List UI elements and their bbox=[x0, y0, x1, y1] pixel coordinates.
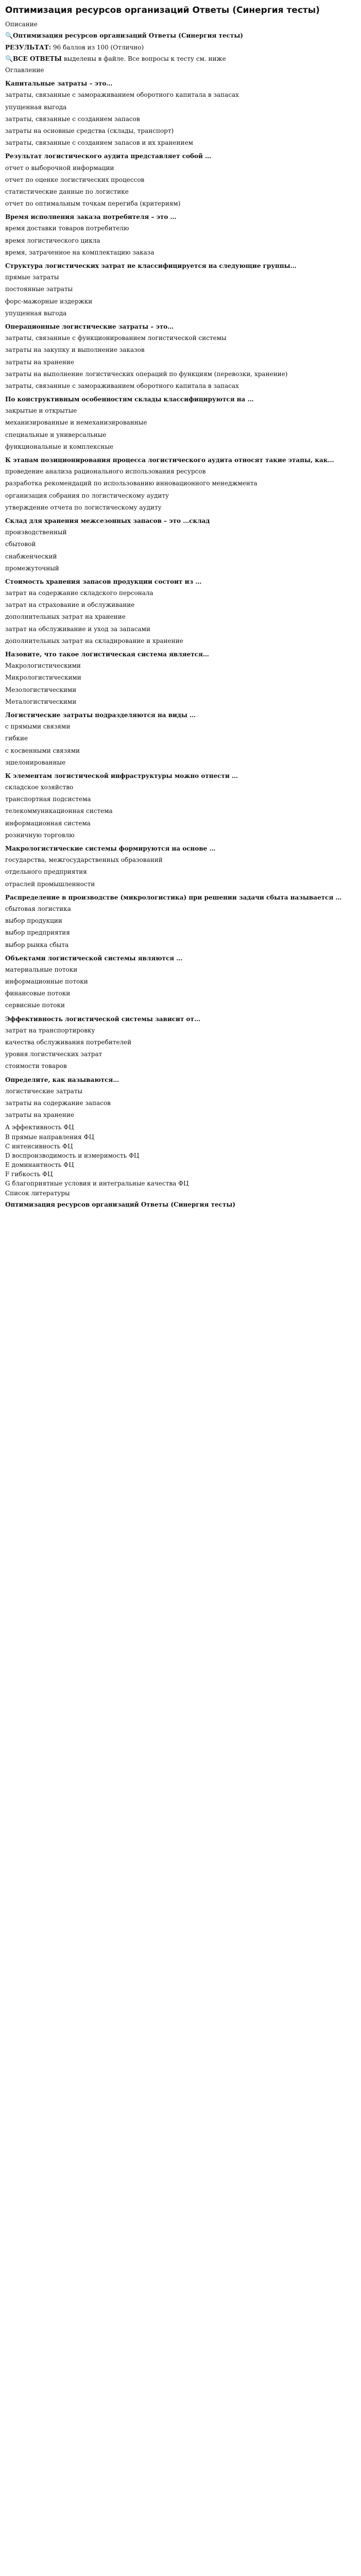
question-heading: Распределение в производстве (микрологистика) при решении задачи сбыта называется … bbox=[5, 893, 342, 901]
question-heading: Объектами логистической системы являются … bbox=[5, 954, 183, 962]
question-heading: Определите, как называются… bbox=[5, 1076, 119, 1083]
answer-option: транспортная подсистема bbox=[5, 795, 91, 803]
question-heading: Логистические затраты подразделяются на виды … bbox=[5, 711, 196, 719]
question-heading: Время исполнения заказа потребителя – это … bbox=[5, 213, 177, 221]
answer-option: выбор продукции bbox=[5, 917, 62, 925]
answer-option: уровня логистических затрат bbox=[5, 1050, 102, 1058]
answer-option: упущенная выгода bbox=[5, 309, 67, 317]
answer-option: с косвенными связями bbox=[5, 747, 80, 754]
answer-option: отчет о выборочной информации bbox=[5, 164, 114, 172]
answer-option: механизированные и немеханизированные bbox=[5, 419, 147, 427]
answer-option: телекоммуникационная система bbox=[5, 807, 113, 815]
answer-option: логистические затраты bbox=[5, 1087, 83, 1095]
question-heading: Результат логистического аудита представляет собой … bbox=[5, 152, 212, 160]
answer-option: форс-мажорные издержки bbox=[5, 297, 93, 305]
answer-option: затраты, связанные с функционированием логистической системы bbox=[5, 334, 227, 342]
question-heading: Структура логистических затрат не классифицируется на следующие группы… bbox=[5, 262, 297, 269]
answer-option: стоимости товаров bbox=[5, 1062, 67, 1070]
answer-option: информационная система bbox=[5, 819, 91, 827]
answer-option: отчет по оценке логистических процессов bbox=[5, 176, 145, 183]
answer-option: эшелонированные bbox=[5, 758, 66, 766]
letter-item: G благоприятные условия и интегральные качества ФЦ bbox=[5, 1180, 189, 1188]
answer-option: затраты на основные средства (склады, транспорт) bbox=[5, 127, 174, 134]
answer-option: затраты на закупку и выполнение заказов bbox=[5, 346, 145, 354]
answer-option: время, затраченное на комплектацию заказа bbox=[5, 248, 154, 256]
answer-option: с прямыми связями bbox=[5, 723, 71, 731]
answer-option: прямые затраты bbox=[5, 274, 59, 281]
letter-item: F гибкость ФЦ bbox=[5, 1171, 53, 1178]
answer-option: разработка рекомендаций по использованию инновационного менеджмента bbox=[5, 480, 257, 487]
question-heading: Стоимость хранения запасов продукции состоит из … bbox=[5, 578, 202, 585]
answer-option: проведение анализа рационального использования ресурсов bbox=[5, 468, 206, 476]
page-title: Оптимизация ресурсов организаций Ответы (Синергия тесты) bbox=[5, 5, 320, 15]
letter-item: А эффективность ФЦ bbox=[5, 1124, 74, 1131]
letter-item: E доминантность ФЦ bbox=[5, 1161, 74, 1169]
answer-option: материальные потоки bbox=[5, 965, 78, 973]
answer-option: информационные потоки bbox=[5, 978, 88, 986]
answer-option: затрат на обслуживание и уход за запасами bbox=[5, 625, 150, 633]
answer-option: сбытовой bbox=[5, 540, 36, 548]
answer-option: организация собрания по логистическому аудиту bbox=[5, 492, 169, 499]
meta-answers-line bbox=[5, 55, 356, 63]
references-label: Список литературы bbox=[5, 1189, 70, 1197]
answer-option: промежуточный bbox=[5, 564, 59, 572]
meta-result-value: 96 баллов из 100 (Отлично) bbox=[51, 43, 144, 51]
meta-result-line bbox=[5, 43, 356, 52]
answer-option: затрат на страхование и обслуживание bbox=[5, 601, 135, 609]
footer-section bbox=[5, 1123, 356, 1209]
meta-title-text: 🔍Оптимизация ресурсов организаций Ответы (Синергия тесты) bbox=[5, 32, 244, 40]
answer-option: затраты на хранение bbox=[5, 1111, 74, 1119]
answer-option: выбор предприятия bbox=[5, 929, 70, 937]
question-heading: Операционные логистические затраты – это… bbox=[5, 323, 174, 330]
answer-option: затрат на содержание складского персонала bbox=[5, 589, 153, 597]
letter-item: С интенсивность ФЦ bbox=[5, 1142, 73, 1150]
answer-option: время логистического цикла bbox=[5, 236, 100, 244]
answer-option: складское хозяйство bbox=[5, 784, 74, 791]
answer-option: затраты, связанные с созданием запасов bbox=[5, 115, 140, 123]
question-heading: К этапам позиционирования процесса логистического аудита относят такие этапы, как… bbox=[5, 456, 334, 464]
question-heading: Эффективность логистической системы зависит от… bbox=[5, 1015, 200, 1023]
answer-option: время доставки товаров потребителю bbox=[5, 225, 129, 232]
answer-option: затраты на выполнение логистических операций по функциям (перевозки, хранение) bbox=[5, 370, 288, 378]
answer-option: утверждение отчета по логистическому аудиту bbox=[5, 503, 162, 511]
answer-option: отраслей промышленности bbox=[5, 880, 95, 888]
answer-option: качества обслуживания потребителей bbox=[5, 1039, 132, 1046]
letter-list bbox=[5, 1123, 356, 1188]
question-heading: По конструктивным особенностям склады классифицируются на … bbox=[5, 396, 254, 403]
meta-description-label: Описание bbox=[5, 21, 38, 28]
footer-title: Оптимизация ресурсов организаций Ответы (Синергия тесты) bbox=[5, 1200, 236, 1208]
answer-option: отчет по оптимальным точкам перегиба (критериям) bbox=[5, 200, 181, 208]
answer-option: производственный bbox=[5, 529, 67, 536]
answer-option: отдельного предприятия bbox=[5, 868, 87, 876]
answer-option: затраты на хранение bbox=[5, 358, 74, 366]
answer-option: специальные и универсальные bbox=[5, 431, 107, 438]
meta-toc-label: Оглавление bbox=[5, 66, 44, 74]
answer-option: гибкие bbox=[5, 735, 28, 742]
answer-option: затраты, связанные с созданием запасов и их хранением bbox=[5, 139, 193, 147]
meta-answers-text: выделены в файле. Все вопросы к тесту см. ниже bbox=[61, 55, 226, 62]
meta-answers-label: 🔍ВСЕ ОТВЕТЫ bbox=[5, 55, 62, 62]
answer-option: сбытовая логистика bbox=[5, 905, 71, 912]
meta-result-label: РЕЗУЛЬТАТ: bbox=[5, 43, 51, 51]
question-heading: Назовите, что такое логистическая система является… bbox=[5, 651, 209, 658]
question-heading: Капитальные затраты – это… bbox=[5, 80, 113, 88]
answer-option: затраты, связанные с замораживанием оборотного капитала в запасах bbox=[5, 382, 239, 389]
answer-option: выбор рынка сбыта bbox=[5, 941, 69, 948]
answer-option: Макрологистическими bbox=[5, 662, 81, 670]
answer-option: дополнительных затрат на складирование и хранение bbox=[5, 637, 183, 645]
answer-option: затраты на содержание запасов bbox=[5, 1099, 111, 1107]
answer-option: затрат на транспортировку bbox=[5, 1026, 95, 1034]
answer-option: Микрологистическими bbox=[5, 674, 81, 682]
answer-option: розничную торговлю bbox=[5, 831, 75, 839]
answer-option: закрытые и открытые bbox=[5, 407, 77, 415]
answer-option: Металогистическими bbox=[5, 698, 77, 705]
answer-option: постоянные затраты bbox=[5, 285, 73, 293]
answer-option: Мезологистическими bbox=[5, 686, 77, 693]
letter-item: D воспроизводимость и измеримость ФЦ bbox=[5, 1151, 140, 1159]
letter-item: В прямые направления ФЦ bbox=[5, 1133, 94, 1141]
question-heading: Макрологистические системы формируются на основе … bbox=[5, 845, 216, 852]
answer-option: снабженческий bbox=[5, 552, 57, 560]
answer-option: упущенная выгода bbox=[5, 103, 67, 111]
answer-option: функциональные и комплексные bbox=[5, 443, 114, 450]
answer-option: сервисные потоки bbox=[5, 1002, 65, 1009]
question-heading: Склад для хранения межсезонных запасов – это …склад bbox=[5, 517, 210, 524]
answer-option: финансовые потоки bbox=[5, 990, 71, 997]
answer-option: дополнительных затрат на хранение bbox=[5, 613, 126, 621]
document-page bbox=[0, 0, 361, 1218]
answer-option: государства, межгосударственных образований bbox=[5, 856, 163, 864]
meta-title-line bbox=[5, 31, 356, 40]
answer-option: статистические данные по логистике bbox=[5, 188, 129, 195]
questions-list bbox=[5, 79, 356, 1119]
question-heading: К элементам логистической инфраструктуры можно отнести … bbox=[5, 772, 238, 779]
answer-option: затраты, связанные с замораживанием оборотного капитала в запасах bbox=[5, 91, 239, 99]
